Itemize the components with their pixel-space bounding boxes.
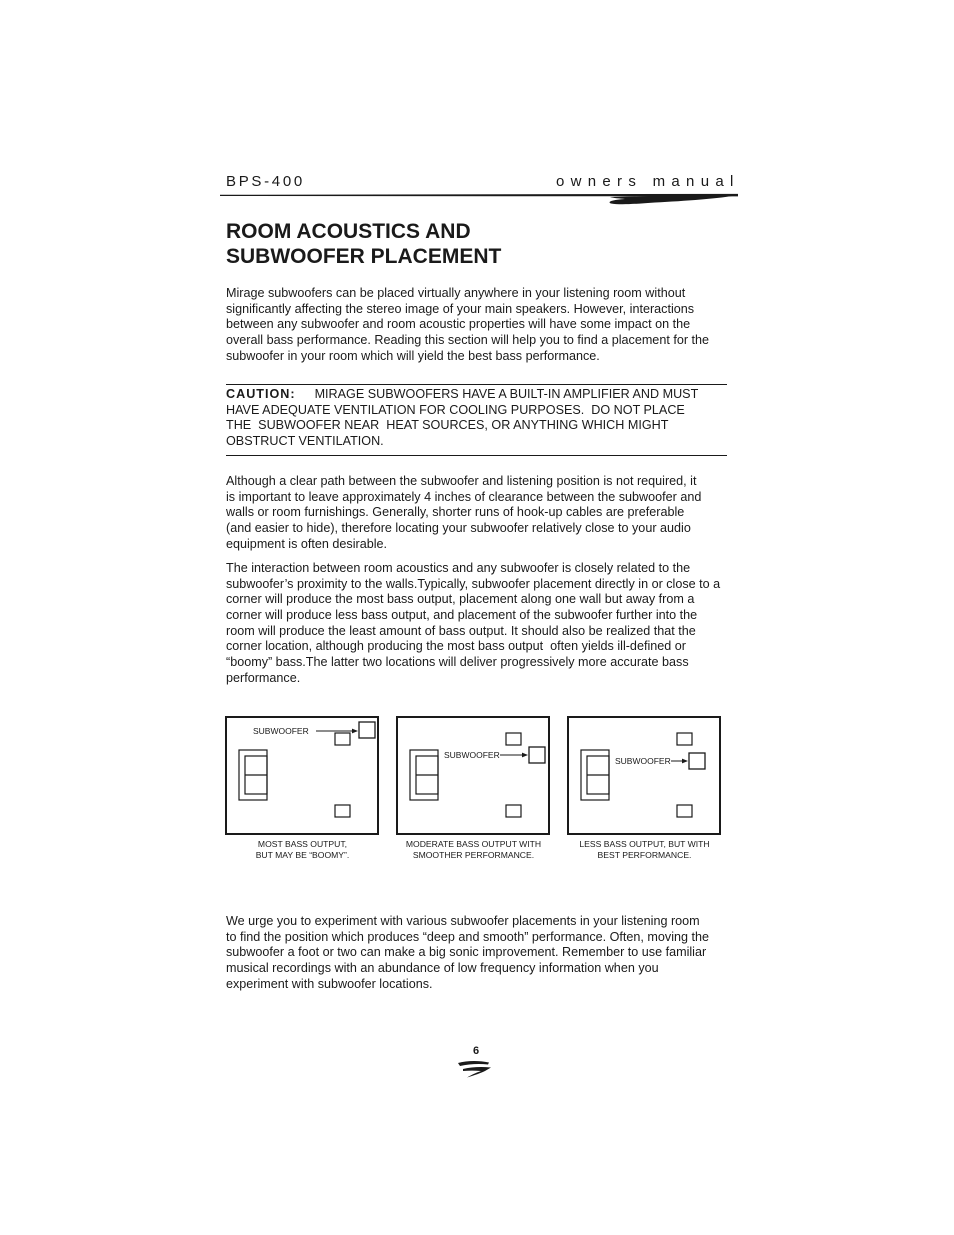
caution-line: HAVE ADEQUATE VENTILATION FOR COOLING PURPOSES. DO NOT PLACE [226, 402, 685, 417]
interaction-paragraph [226, 561, 720, 686]
header-brush-stroke [215, 188, 745, 210]
caution-block [226, 387, 698, 450]
caution-label: CAUTION: [226, 387, 296, 401]
clearance-line: (and easier to hide), therefore locating your subwoofer relatively close to your audio [226, 520, 691, 535]
caution-top-rule [226, 384, 727, 385]
section-title-line: SUBWOOFER PLACEMENT [226, 245, 502, 268]
subwoofer-box [359, 722, 375, 738]
caution-line: OBSTRUCT VENTILATION. [226, 434, 384, 449]
subwoofer-arrow-head [522, 753, 528, 758]
main-speaker-bottom [335, 805, 350, 817]
experiment-line: musical recordings with an abundance of low frequency information when you [226, 960, 659, 975]
interaction-line: room will produce the least amount of bass output. It should also be realized that the [226, 623, 696, 638]
main-speaker-bottom [677, 805, 692, 817]
diagram-caption [567, 839, 722, 861]
intro-line: subwoofer in your room which will yield the best bass performance. [226, 348, 600, 363]
experiment-line: to find the position which produces “deep and smooth” performance. Often, moving the [226, 929, 710, 944]
interaction-line: corner will produce less bass output, and placement of the subwoofer further into the [226, 607, 698, 622]
caption-line: BUT MAY BE “BOOMY”. [255, 849, 350, 860]
caption-line: BEST PERFORMANCE. [597, 849, 692, 860]
interaction-line: corner will produce the most bass output, placement along one wall but away from a [226, 592, 695, 607]
main-speaker-top [677, 733, 692, 745]
interaction-line: performance. [226, 670, 301, 685]
experiment-paragraph [226, 914, 709, 992]
caption-line: SMOOTHER PERFORMANCE. [412, 849, 535, 860]
clearance-line: equipment is often desirable. [226, 536, 388, 551]
diagram-corner-placement [225, 716, 380, 836]
intro-line: Mirage subwoofers can be placed virtually anywhere in your listening room without [226, 286, 686, 300]
subwoofer-label: SUBWOOFER [253, 726, 309, 736]
subwoofer-label: SUBWOOFER [615, 756, 671, 766]
interaction-line: “boomy” bass.The latter two locations will deliver progressively more accurate bass [226, 654, 689, 669]
intro-line: between any subwoofer and room acoustic properties will have some impact on the [226, 317, 691, 332]
subwoofer-box [529, 747, 545, 763]
header-model: BPS-400 [226, 173, 305, 190]
caption-line: LESS BASS OUTPUT, BUT WITH [579, 838, 710, 849]
caption-line: MODERATE BASS OUTPUT WITH [405, 838, 542, 849]
interaction-line: corner location, although producing the most bass output often yields ill-defined or [226, 639, 686, 654]
logo-top-stroke [458, 1061, 489, 1066]
interaction-line: The interaction between room acoustics and any subwoofer is closely related to the [226, 561, 691, 575]
header-manual-label: owners manual [556, 173, 740, 190]
page-number: 6 [473, 1045, 480, 1057]
subwoofer-arrow-head [352, 729, 358, 734]
subwoofer-label: SUBWOOFER [444, 750, 500, 760]
caution-bottom-rule [226, 455, 727, 456]
diagram-wall-placement [396, 716, 551, 836]
brush-swoosh [610, 195, 738, 204]
caution-text: MIRAGE SUBWOOFERS HAVE A BUILT-IN AMPLIFIER AND MUST [314, 387, 699, 401]
intro-line: overall bass performance. Reading this section will help you to find a placement for the [226, 332, 710, 347]
section-title-line: ROOM ACOUSTICS AND [226, 220, 471, 243]
experiment-line: experiment with subwoofer locations. [226, 976, 433, 991]
diagram-room-placement [567, 716, 722, 836]
intro-line: significantly affecting the stereo image of your main speakers. However, interactions [226, 301, 695, 316]
caution-line [226, 387, 698, 403]
mirage-logo-icon [455, 1058, 495, 1080]
caption-line: MOST BASS OUTPUT, [257, 838, 348, 849]
clearance-paragraph [226, 474, 701, 552]
caution-line: THE SUBWOOFER NEAR HEAT SOURCES, OR ANYTHING WHICH MIGHT [226, 418, 669, 433]
logo-bottom-stroke [463, 1067, 491, 1078]
main-speaker-bottom [506, 805, 521, 817]
experiment-line: subwoofer a foot or two can make a big sonic improvement. Remember to use familiar [226, 945, 707, 960]
experiment-line: We urge you to experiment with various subwoofer placements in your listening room [226, 914, 700, 928]
main-speaker-top [335, 733, 350, 745]
main-speaker-top [506, 733, 521, 745]
subwoofer-arrow-head [682, 759, 688, 764]
interaction-line: subwoofer’s proximity to the walls.Typically, subwoofer placement directly in or close to a [226, 576, 721, 591]
intro-paragraph [226, 286, 709, 364]
subwoofer-box [689, 753, 705, 769]
diagram-caption [396, 839, 551, 861]
clearance-line: walls or room furnishings. Generally, shorter runs of hook-up cables are preferable [226, 505, 685, 520]
clearance-line: is important to leave approximately 4 inches of clearance between the subwoofer and [226, 489, 702, 504]
section-title [226, 219, 501, 269]
clearance-line: Although a clear path between the subwoofer and listening position is not required, it [226, 474, 697, 488]
diagram-caption [225, 839, 380, 861]
